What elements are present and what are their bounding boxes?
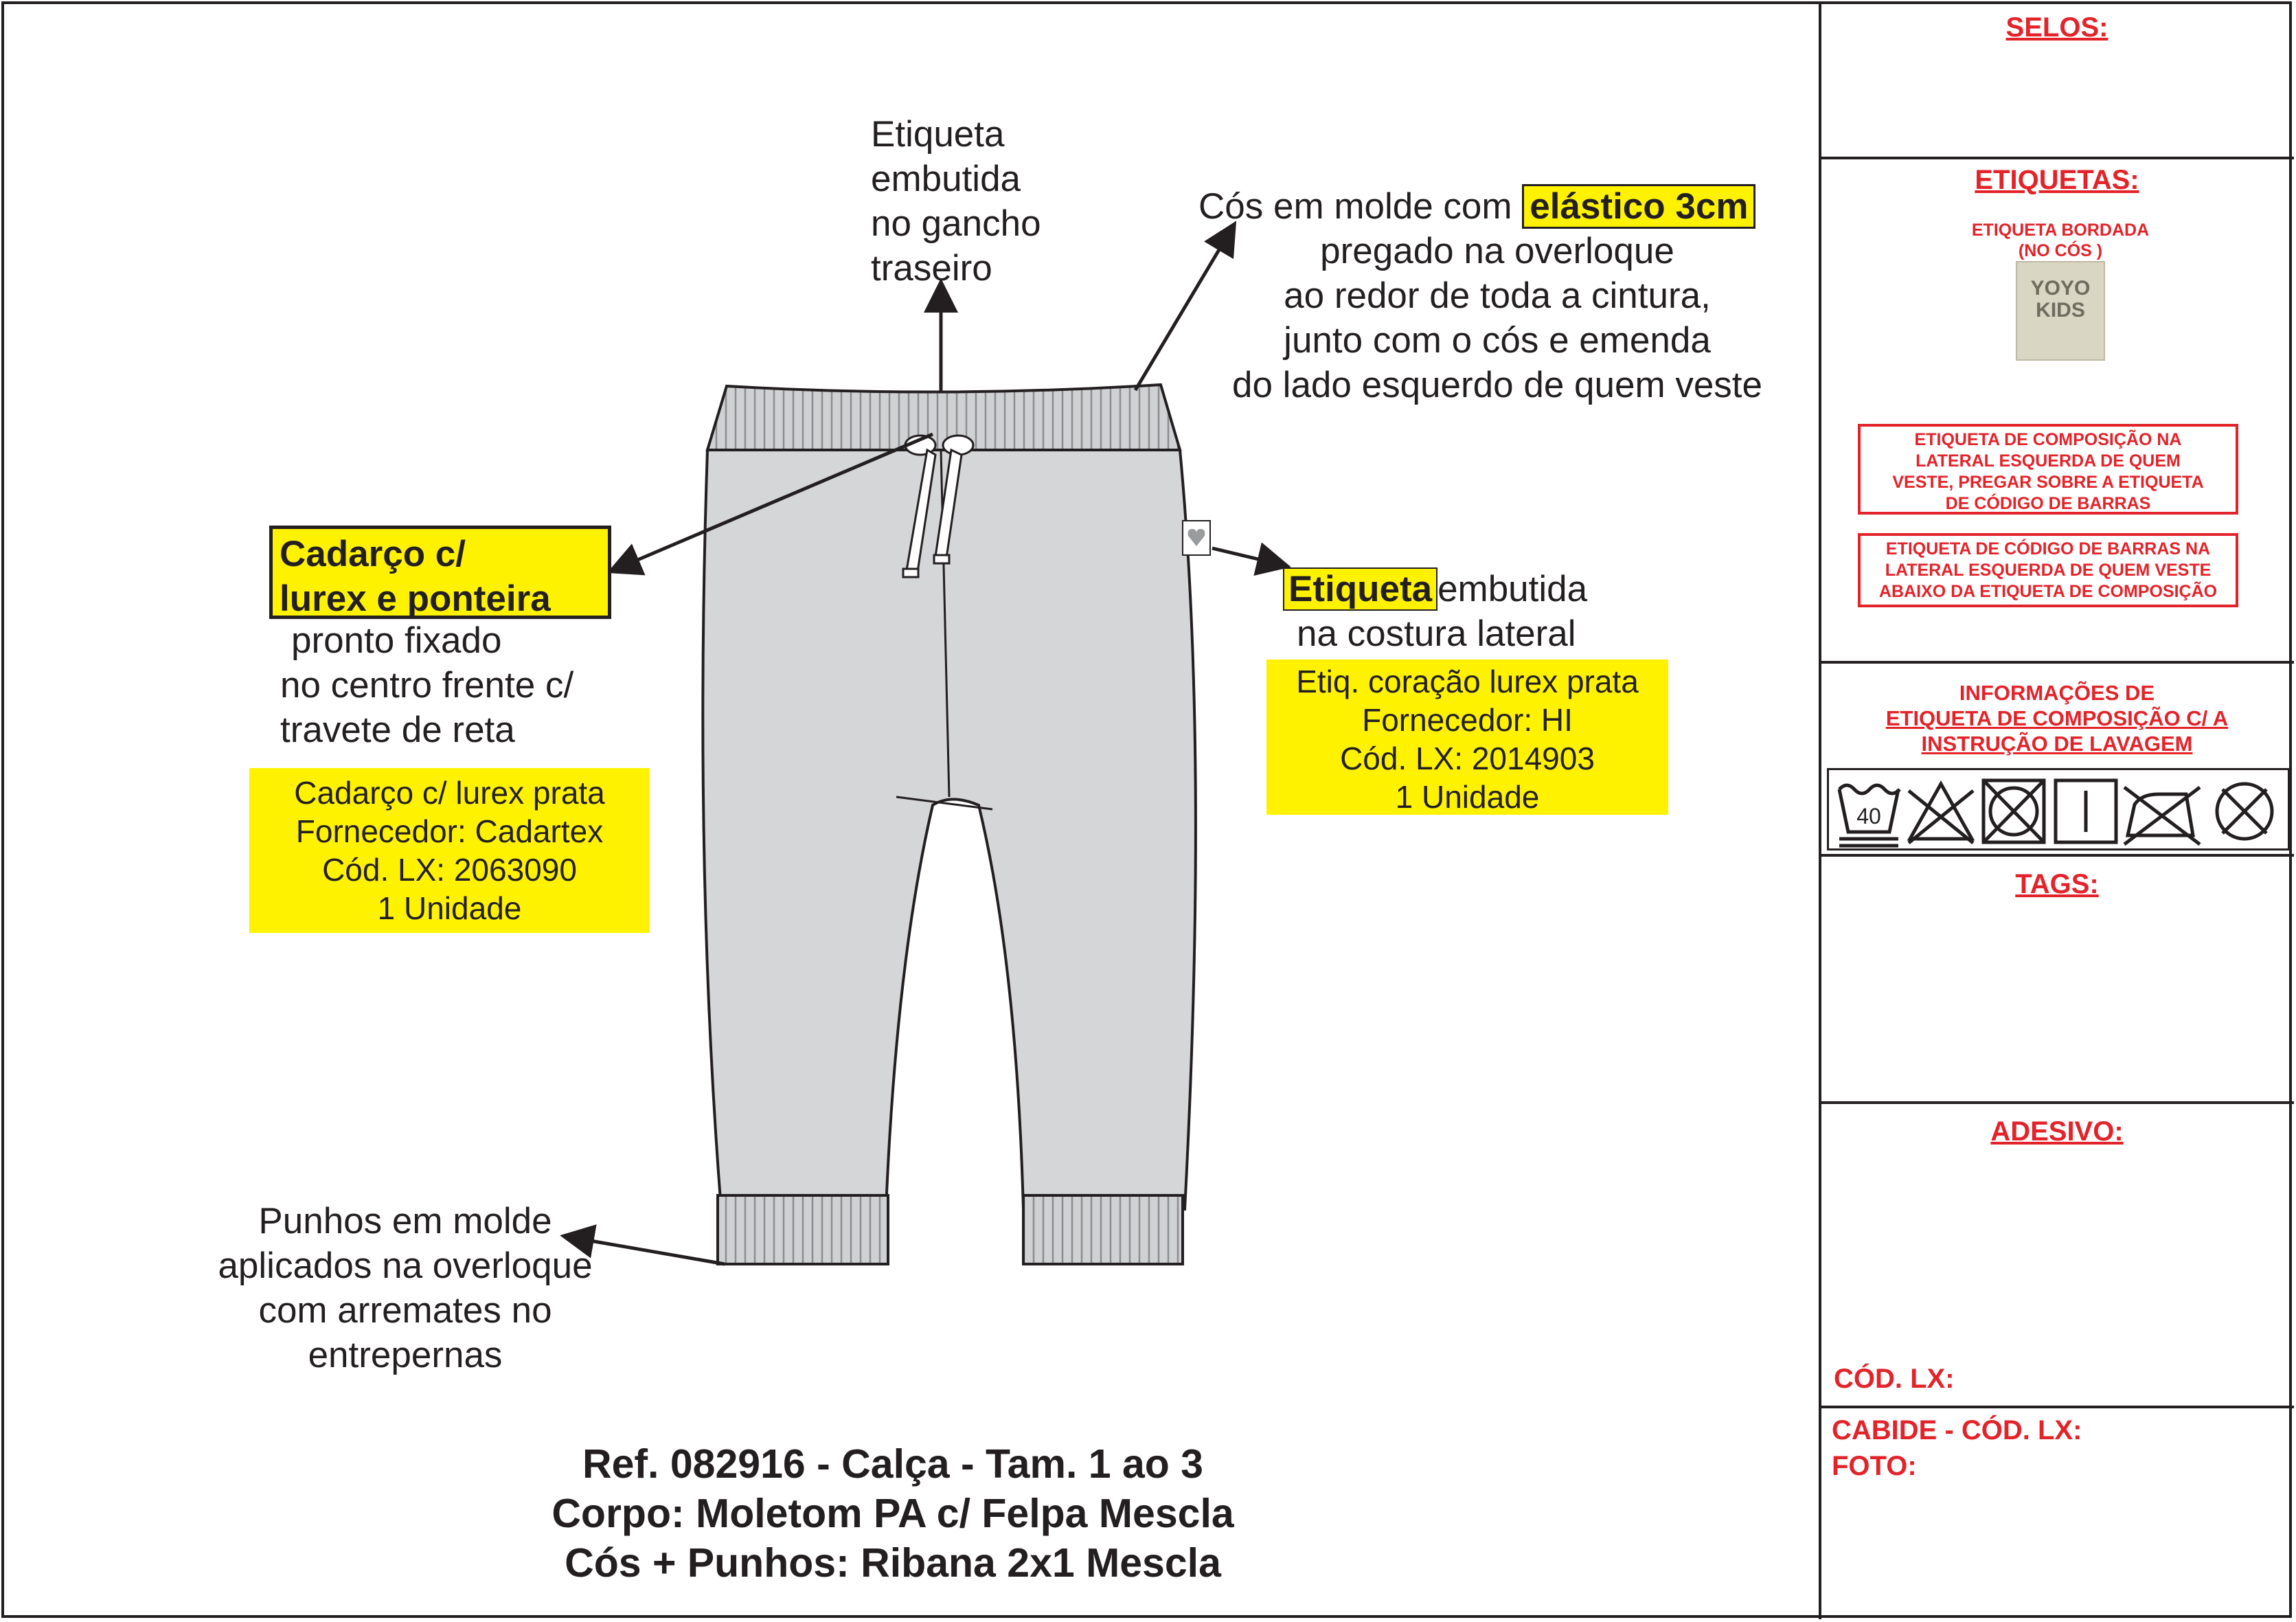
- spec-line: Fornecedor: Cadartex: [295, 813, 604, 849]
- note-line: no centro frente c/: [280, 665, 574, 706]
- brand-label-image: [2016, 261, 2105, 361]
- spec-line: Cód. LX: 2063090: [322, 852, 577, 888]
- no-iron-icon: [2124, 787, 2200, 844]
- wash-temp-label: 40: [1856, 804, 1881, 829]
- etiqueta-spec-box: [1266, 660, 1668, 815]
- cadarco-note: [280, 618, 573, 752]
- sidebar-separator: [1820, 1406, 2294, 1408]
- codigo-barras-note-line: ETIQUETA DE CÓDIGO DE BARRAS NA: [1885, 539, 2211, 559]
- cadarco-title-box: [269, 526, 611, 619]
- sidebar-divider: [1819, 1, 1821, 1619]
- selos-title: SELOS:: [2005, 12, 2109, 43]
- footer-title: [343, 1439, 1442, 1588]
- punhos-note: [192, 1199, 618, 1377]
- etiquetas-title: ETIQUETAS:: [1975, 165, 2139, 195]
- note-line: no gancho: [871, 203, 1041, 244]
- spec-line: Cadarço c/ lurex prata: [294, 775, 605, 811]
- wash-40-icon: [1839, 785, 1900, 846]
- sidebar-separator: [1820, 854, 2294, 857]
- etiqueta-highlight: Etiqueta: [1283, 567, 1437, 611]
- adesivo-title: ADESIVO:: [1990, 1116, 2124, 1147]
- etiqueta-lateral-line2: na costura lateral: [1297, 613, 1576, 654]
- care-symbols-svg: [1829, 770, 2292, 853]
- cadarco-title-line: lurex e ponteira: [280, 578, 551, 619]
- etiqueta-lateral-note: [1283, 567, 1587, 611]
- cabide-label: CABIDE - CÓD. LX:: [1832, 1415, 2082, 1445]
- no-bleach-icon: [1909, 784, 1973, 843]
- footer-cos: Cós + Punhos: Ribana 2x1 Mescla: [565, 1540, 1221, 1586]
- etiqueta-gancho-note: [871, 112, 1041, 291]
- informacoes-title: [1827, 680, 2287, 756]
- sidebar-separator: [1820, 1101, 2294, 1104]
- footer-corpo: Corpo: Moletom PA c/ Felpa Mescla: [552, 1491, 1234, 1536]
- no-tumble-dry-icon: [1984, 780, 2044, 842]
- spec-line: 1 Unidade: [377, 890, 522, 926]
- note-line: aplicados na overloque: [218, 1246, 593, 1286]
- brand-label-text: YOYO KIDS: [2030, 277, 2091, 322]
- note-line: pregado na overloque: [1320, 231, 1674, 271]
- note-line: junto com o cós e emenda: [1284, 320, 1711, 361]
- codigo-barras-note-line: LATERAL ESQUERDA DE QUEM VESTE: [1885, 561, 2212, 580]
- note-line: com arremates no: [258, 1290, 552, 1331]
- note-line: ao redor de toda a cintura,: [1284, 275, 1711, 316]
- etiqueta-bordada-line: ETIQUETA BORDADA: [1971, 221, 2150, 240]
- informacoes-line: INFORMAÇÕES DE: [1959, 681, 2155, 705]
- informacoes-line: ETIQUETA DE COMPOSIÇÃO C/ A: [1885, 706, 2229, 730]
- etiqueta-bordada-label: [1923, 220, 2198, 261]
- cadarco-title-line: Cadarço c/: [280, 534, 466, 574]
- left-cuff: [718, 1195, 888, 1264]
- right-cuff: [1023, 1195, 1183, 1264]
- note-line: entrepernas: [308, 1335, 503, 1375]
- arrow-etiqueta-lateral: [1212, 548, 1284, 565]
- composicao-note-line: VESTE, PREGAR SOBRE A ETIQUETA: [1892, 473, 2204, 492]
- codigo-barras-note-line: ABAIXO DA ETIQUETA DE COMPOSIÇÃO: [1878, 582, 2218, 601]
- waistband: [707, 385, 1180, 450]
- etiqueta-bordada-line: (NO CÓS ): [2018, 241, 2103, 260]
- composicao-note-line: ETIQUETA DE COMPOSIÇÃO NA: [1914, 430, 2182, 449]
- spec-line: Fornecedor: HI: [1362, 702, 1573, 738]
- codigo-barras-note-box: [1858, 533, 2238, 607]
- cos-note-heading: [1198, 184, 1755, 229]
- informacoes-line: INSTRUÇÃO DE LAVAGEM: [1921, 732, 2193, 756]
- note-line: Punhos em molde: [258, 1201, 552, 1241]
- no-dry-clean-icon: [2217, 784, 2272, 839]
- spec-line: Cód. LX: 2014903: [1340, 741, 1595, 776]
- sidebar-separator: [1820, 157, 2294, 159]
- cos-highlight: elástico 3cm: [1522, 184, 1755, 229]
- sidebar-separator: [1820, 661, 2294, 664]
- tags-title: TAGS:: [2015, 869, 2099, 899]
- note-line: traseiro: [871, 248, 992, 289]
- foto-label: FOTO:: [1832, 1451, 1917, 1481]
- etiqueta-rest: embutida: [1437, 569, 1588, 609]
- composicao-note-line: DE CÓDIGO DE BARRAS: [1945, 494, 2151, 513]
- spec-line: Etiq. coração lurex prata: [1296, 664, 1639, 699]
- spec-line: 1 Unidade: [1395, 779, 1540, 815]
- composicao-note-line: LATERAL ESQUERDA DE QUEM: [1916, 451, 2181, 471]
- note-line: Etiqueta: [871, 114, 1005, 155]
- cadarco-spec-box: [249, 768, 650, 933]
- note-line: embutida: [871, 159, 1021, 199]
- note-line: pronto fixado: [291, 620, 502, 661]
- line-dry-icon: [2056, 780, 2116, 842]
- composicao-note-box: [1858, 424, 2238, 515]
- note-line: travete de reta: [280, 710, 515, 750]
- care-symbols-row: [1827, 768, 2290, 851]
- cos-note-body: [1195, 229, 1799, 407]
- cod-lx-label: CÓD. LX:: [1834, 1364, 1955, 1394]
- note-line: do lado esquerdo de quem veste: [1232, 365, 1762, 405]
- cos-prefix: Cós em molde com: [1198, 186, 1512, 227]
- footer-ref: Ref. 082916 - Calça - Tam. 1 ao 3: [582, 1441, 1203, 1487]
